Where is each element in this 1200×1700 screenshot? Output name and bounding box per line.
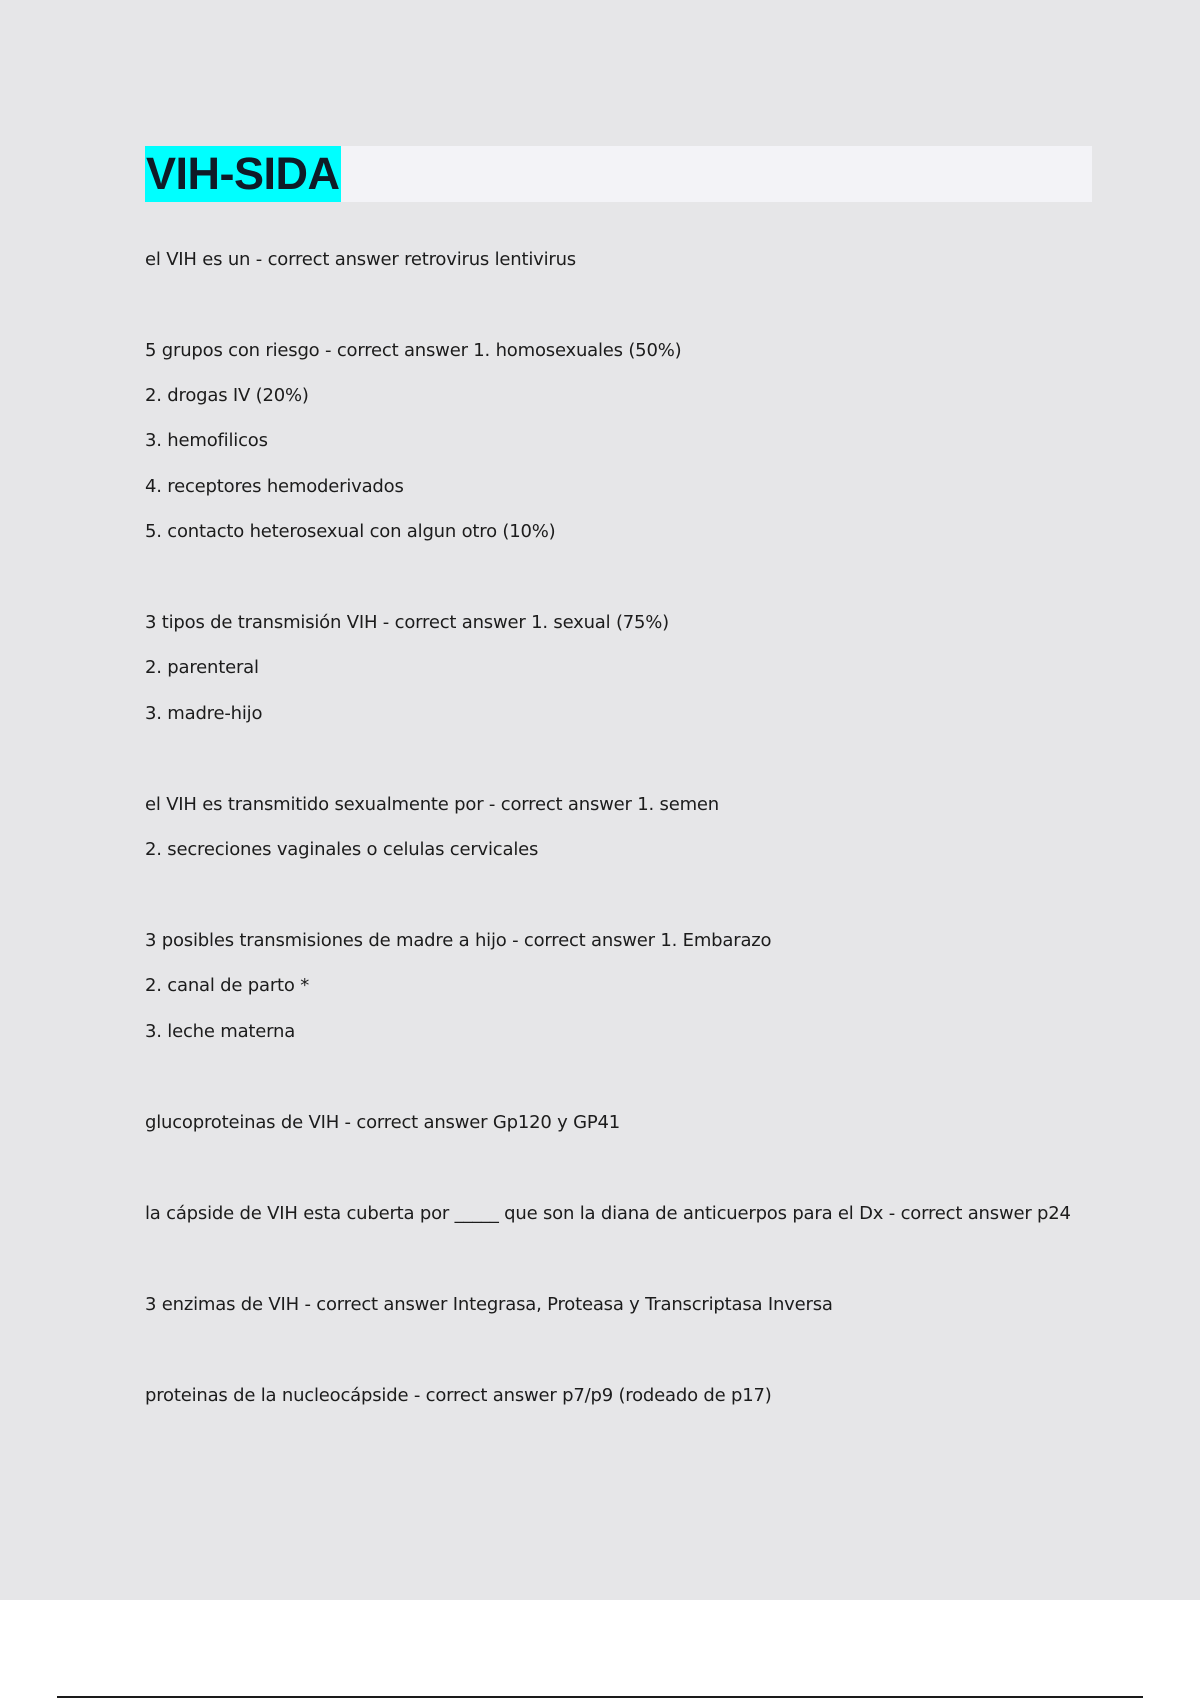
text-line: 2. parenteral xyxy=(145,657,259,678)
text-line: 3. hemofilicos xyxy=(145,430,268,451)
text-line: 3 posibles transmisiones de madre a hijo - correct answer 1. Embarazo xyxy=(145,930,772,951)
text-line: 5 grupos con riesgo - correct answer 1. homosexuales (50%) xyxy=(145,340,682,361)
text-line: 2. secreciones vaginales o celulas cervicales xyxy=(145,839,539,860)
text-line: glucoproteinas de VIH - correct answer Gp120 y GP41 xyxy=(145,1112,620,1133)
text-line: 3. madre-hijo xyxy=(145,703,263,724)
document-title: VIH-SIDA xyxy=(145,146,341,202)
text-line: 4. receptores hemoderivados xyxy=(145,476,404,497)
text-line: 2. drogas IV (20%) xyxy=(145,385,309,406)
text-line: 3. leche materna xyxy=(145,1021,296,1042)
bottom-divider xyxy=(57,1696,1143,1698)
text-line: la cápside de VIH esta cuberta por _____ que son la diana de anticuerpos para el Dx - correct answer p24 xyxy=(145,1203,1071,1224)
text-line: 3 tipos de transmisión VIH - correct answer 1. sexual (75%) xyxy=(145,612,669,633)
text-line: el VIH es transmitido sexualmente por - correct answer 1. semen xyxy=(145,794,719,815)
title-band xyxy=(145,146,1092,202)
text-line: proteinas de la nucleocápside - correct answer p7/p9 (rodeado de p17) xyxy=(145,1385,772,1406)
text-line: 3 enzimas de VIH - correct answer Integrasa, Proteasa y Transcriptasa Inversa xyxy=(145,1294,833,1315)
text-line: 2. canal de parto * xyxy=(145,975,310,996)
text-line: 5. contacto heterosexual con algun otro (10%) xyxy=(145,521,556,542)
text-line: el VIH es un - correct answer retrovirus lentivirus xyxy=(145,249,576,270)
